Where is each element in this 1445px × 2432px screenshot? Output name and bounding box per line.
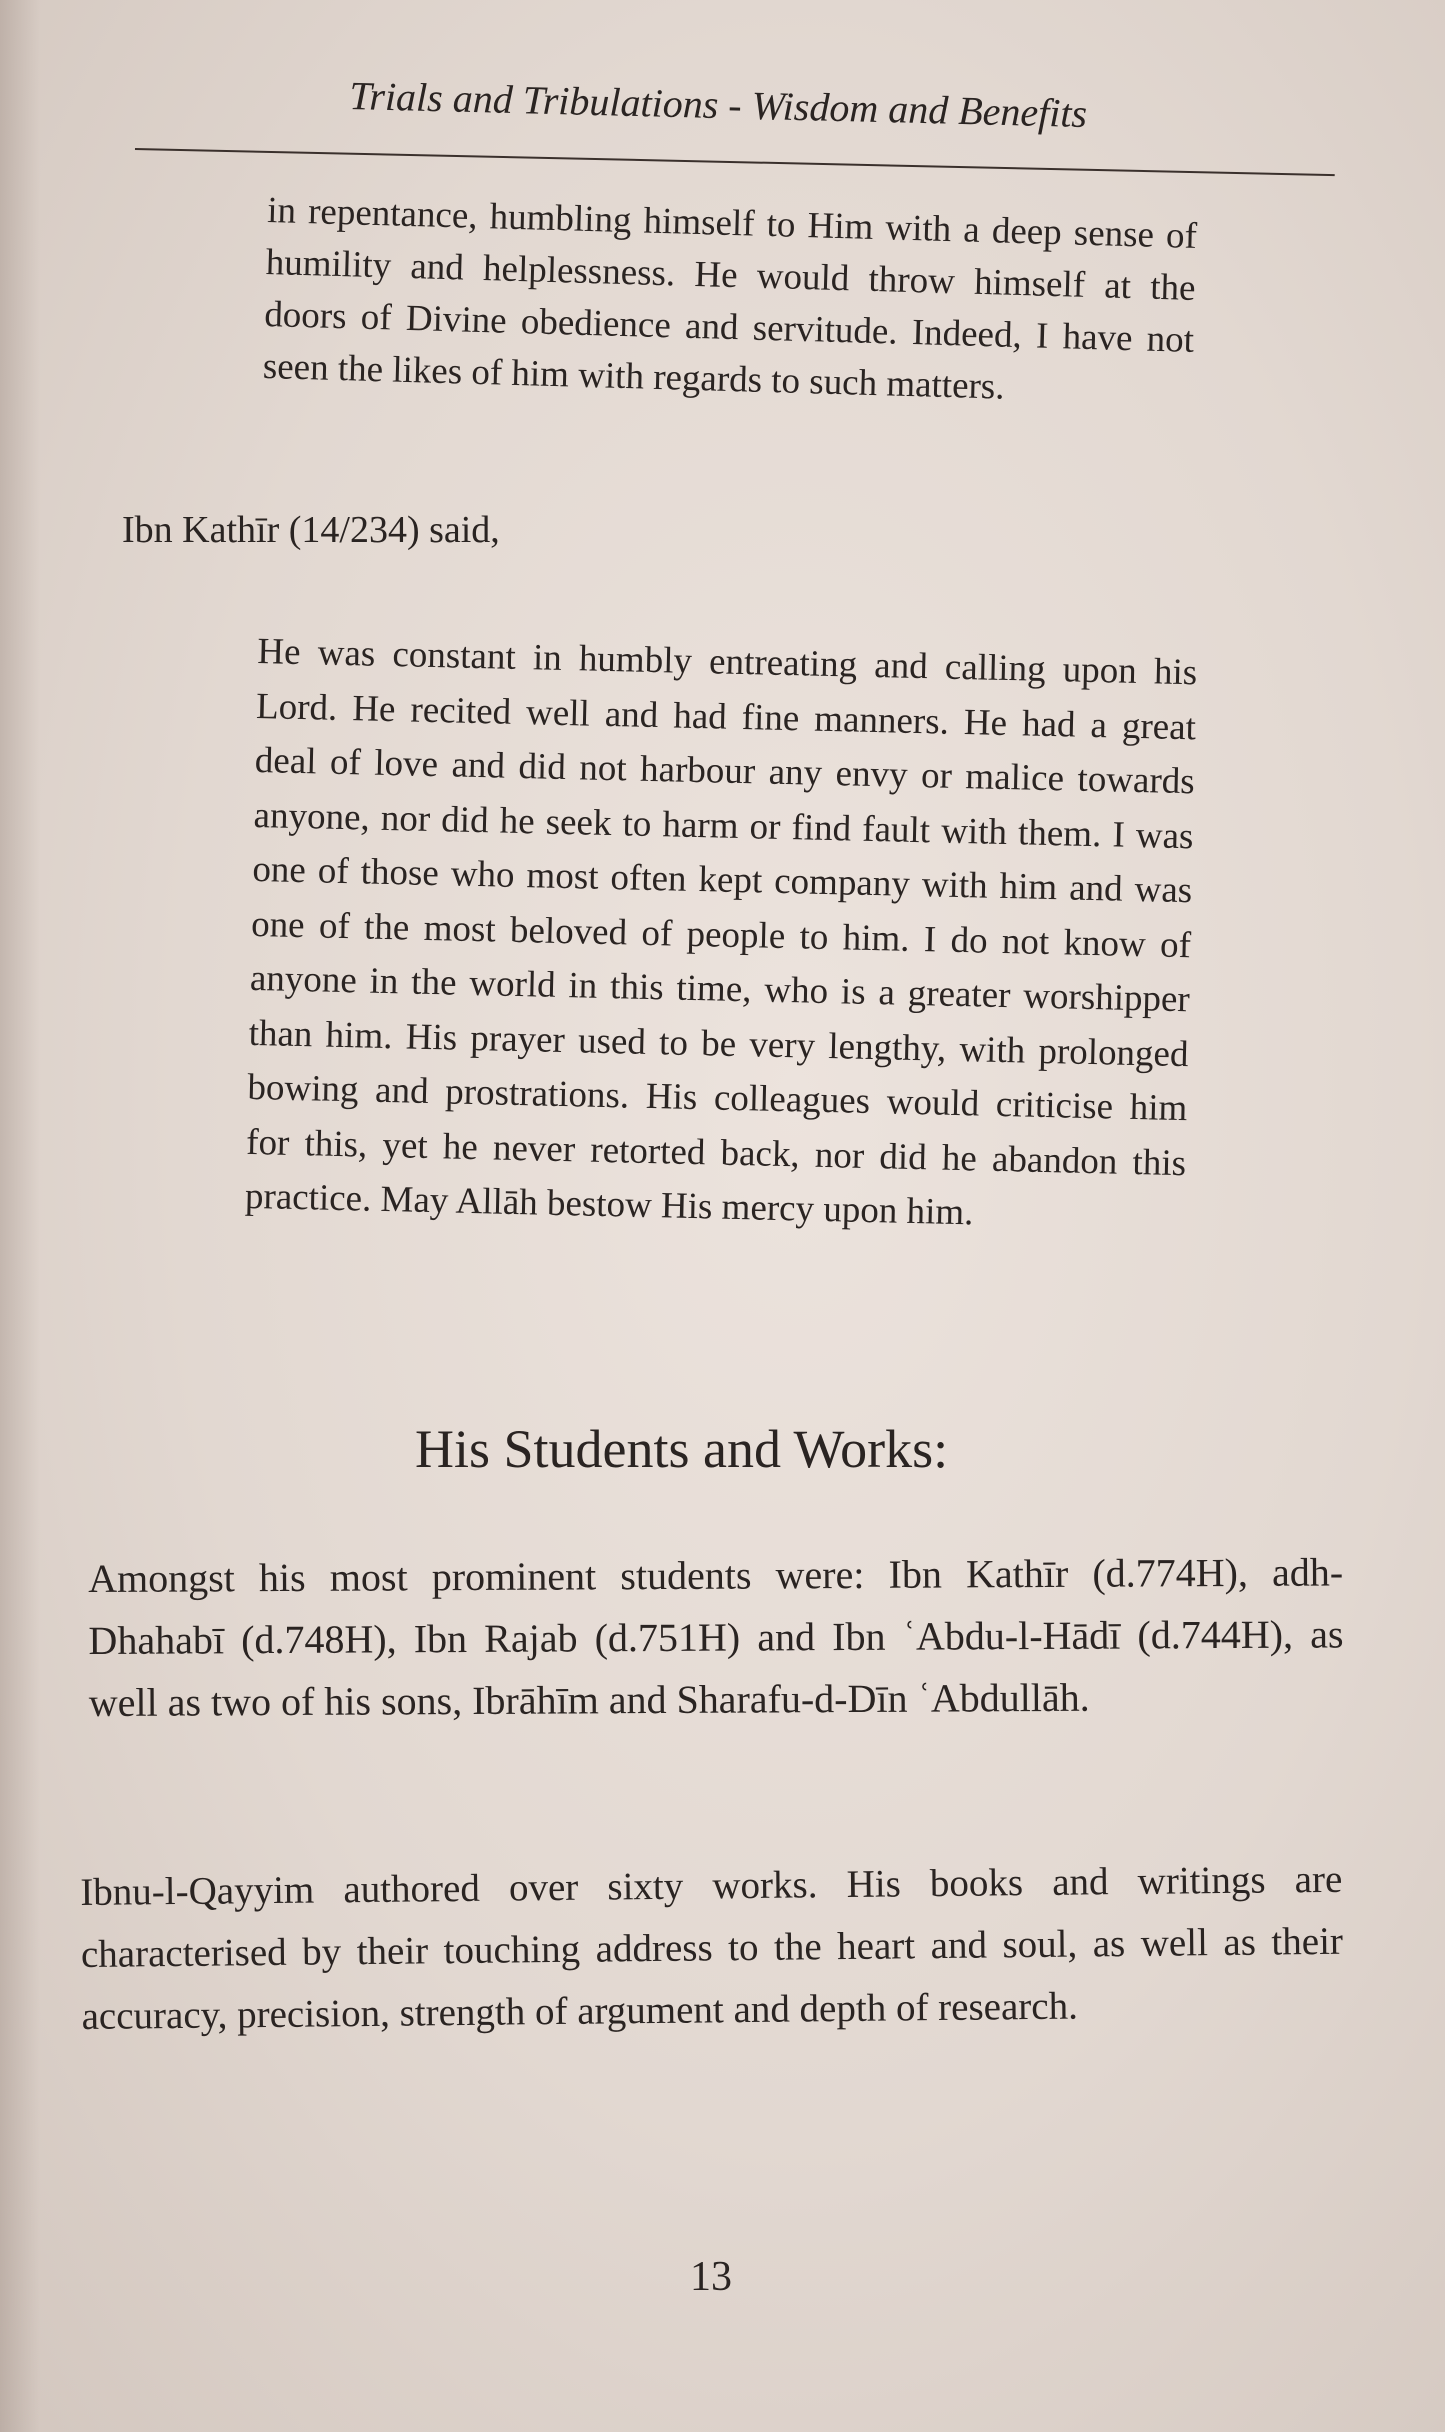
page-number: 13 <box>690 2254 732 2300</box>
block-quote-continued: in repentance, humbling himself to Him with a deep sense of humility and helplessness. He would throw himself at the doors of Divine obedience and servitude. Indeed, I have not seen the likes of him with regards to such matters. <box>262 189 1198 408</box>
section-heading: His Students and Works: <box>415 1419 949 1479</box>
header-rule <box>135 148 1335 176</box>
paragraph-students: Amongst his most prominent students were: Ibn Kathīr (d.774H), adh-Dhahabī (d.748H), Ibn Rajab (d.751H) and Ibn ʿAbdu-l-Hādī (d.744H), as well as two of his sons, Ibrāhīm and Sharafu-d-Dīn ʿAbdullāh. <box>88 1549 1344 1725</box>
citation-intro: Ibn Kathīr (14/234) said, <box>122 509 500 551</box>
paragraph-works: Ibnu-l-Qayyim authored over sixty works. His books and writings are characterised by their touching address to the heart and soul, as well as their accuracy, precision, strength of argument and depth of research. <box>80 1857 1344 2038</box>
block-quote-ibn-kathir: He was constant in humbly entreating and calling upon his Lord. He recited well and had fine manners. He had a great deal of love and did not harbour any envy or malice towards anyone, nor did he seek to harm or find fault with them. I was one of those who most often kept company with him and was one of the most beloved of people to him. I do not know of anyone in the world in this time, who is a greater worshipper than him. His prayer used to be very lengthy, with prolonged bowing and prostrations. His colleagues would criticise him for this, yet he never retorted back, nor did he abandon this practice. May Allāh bestow His mercy upon him. <box>244 630 1198 1234</box>
page-gutter-shadow <box>0 0 40 2432</box>
running-header: Trials and Tribulations - Wisdom and Benefits <box>348 72 1088 137</box>
